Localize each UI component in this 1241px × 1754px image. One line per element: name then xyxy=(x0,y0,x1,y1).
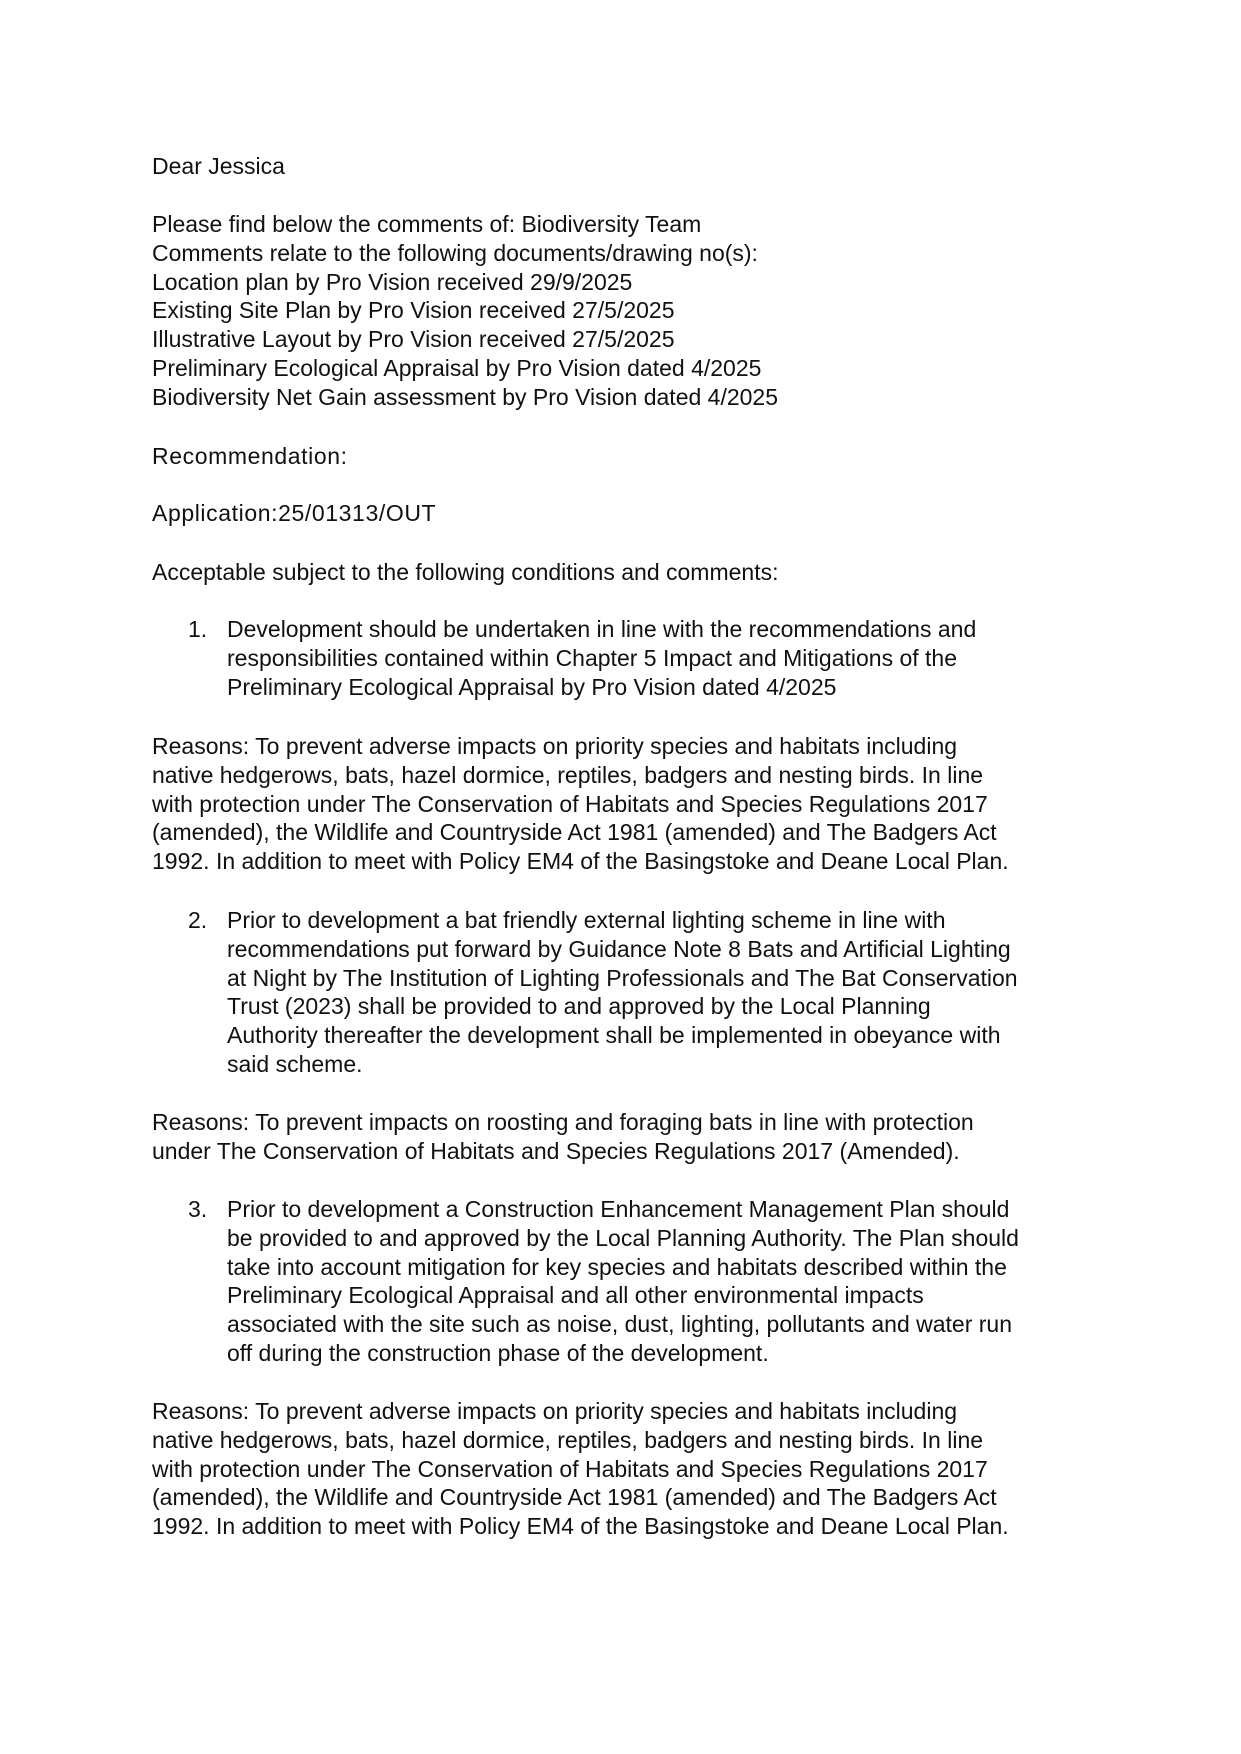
condition-line: Trust (2023) shall be provided to and approved by the Local Planning xyxy=(227,993,931,1020)
reasons-line: native hedgerows, bats, hazel dormice, reptiles, badgers and nesting birds. In line xyxy=(152,761,984,788)
condition-line: associated with the site such as noise, dust, lighting, pollutants and water run xyxy=(227,1311,1013,1338)
condition-line: said scheme. xyxy=(227,1050,363,1077)
intro-line: Please find below the comments of: Biodiversity Team xyxy=(152,211,702,237)
intro-line: Preliminary Ecological Appraisal by Pro Vision dated 4/2025 xyxy=(152,354,762,381)
reasons-line: 1992. In addition to meet with Policy EM4 of the Basingstoke and Deane Local Plan. xyxy=(152,1513,1009,1540)
reasons-line: native hedgerows, bats, hazel dormice, reptiles, badgers and nesting birds. In line xyxy=(152,1426,984,1453)
application-reference: Application:25/01313/OUT xyxy=(152,500,437,526)
condition-line: Preliminary Ecological Appraisal and all other environmental impacts xyxy=(227,1282,924,1309)
condition-number: 3. xyxy=(188,1196,208,1222)
condition-1-reasons xyxy=(152,732,1009,876)
condition-line: Development should be undertaken in line with the recommendations and xyxy=(227,616,977,642)
reasons-line: (amended), the Wildlife and Countryside Act 1981 (amended) and The Badgers Act xyxy=(152,1484,997,1511)
reasons-line: with protection under The Conservation of Habitats and Species Regulations 2017 xyxy=(152,790,988,817)
reasons-line: Reasons: To prevent impacts on roosting and foraging bats in line with protection xyxy=(152,1109,974,1135)
condition-text xyxy=(227,615,976,701)
intro-line: Illustrative Layout by Pro Vision received 27/5/2025 xyxy=(152,326,675,353)
condition-line: recommendations put forward by Guidance Note 8 Bats and Artificial Lighting xyxy=(227,935,1011,962)
condition-line: off during the construction phase of the development. xyxy=(227,1339,769,1366)
condition-number: 2. xyxy=(188,907,208,933)
reasons-line: 1992. In addition to meet with Policy EM4 of the Basingstoke and Deane Local Plan. xyxy=(152,848,1009,875)
condition-line: Prior to development a bat friendly external lighting scheme in line with xyxy=(227,907,946,933)
salutation: Dear Jessica xyxy=(152,153,285,179)
condition-line: be provided to and approved by the Local Planning Authority. The Plan should xyxy=(227,1224,1019,1251)
reasons-line: (amended), the Wildlife and Countryside Act 1981 (amended) and The Badgers Act xyxy=(152,819,997,846)
intro-line: Comments relate to the following documents/drawing no(s): xyxy=(152,239,758,266)
recommendation-label: Recommendation: xyxy=(152,443,348,469)
intro-line: Biodiversity Net Gain assessment by Pro Vision dated 4/2025 xyxy=(152,383,779,410)
condition-line: Preliminary Ecological Appraisal by Pro Vision dated 4/2025 xyxy=(227,673,837,700)
condition-line: at Night by The Institution of Lighting Professionals and The Bat Conservation xyxy=(227,964,1018,991)
reasons-line: under The Conservation of Habitats and Species Regulations 2017 (Amended). xyxy=(152,1137,960,1164)
condition-3-reasons xyxy=(152,1397,1009,1541)
intro-line: Existing Site Plan by Pro Vision received 27/5/2025 xyxy=(152,297,675,324)
condition-line: responsibilities contained within Chapter 5 Impact and Mitigations of the xyxy=(227,644,958,671)
intro-line: Location plan by Pro Vision received 29/9/2025 xyxy=(152,268,633,295)
condition-line: Authority thereafter the development shall be implemented in obeyance with xyxy=(227,1022,1001,1049)
condition-2-reasons xyxy=(152,1108,974,1166)
intro-block xyxy=(152,210,778,412)
acceptable-statement: Acceptable subject to the following conditions and comments: xyxy=(152,559,779,585)
reasons-line: Reasons: To prevent adverse impacts on priority species and habitats including xyxy=(152,733,958,759)
reasons-line: with protection under The Conservation of Habitats and Species Regulations 2017 xyxy=(152,1455,988,1482)
reasons-line: Reasons: To prevent adverse impacts on priority species and habitats including xyxy=(152,1398,958,1424)
condition-line: take into account mitigation for key species and habitats described within the xyxy=(227,1253,1007,1280)
condition-number: 1. xyxy=(188,616,208,642)
condition-line: Prior to development a Construction Enhancement Management Plan should xyxy=(227,1196,1010,1222)
condition-text xyxy=(227,1195,1019,1368)
condition-text xyxy=(227,906,1018,1079)
